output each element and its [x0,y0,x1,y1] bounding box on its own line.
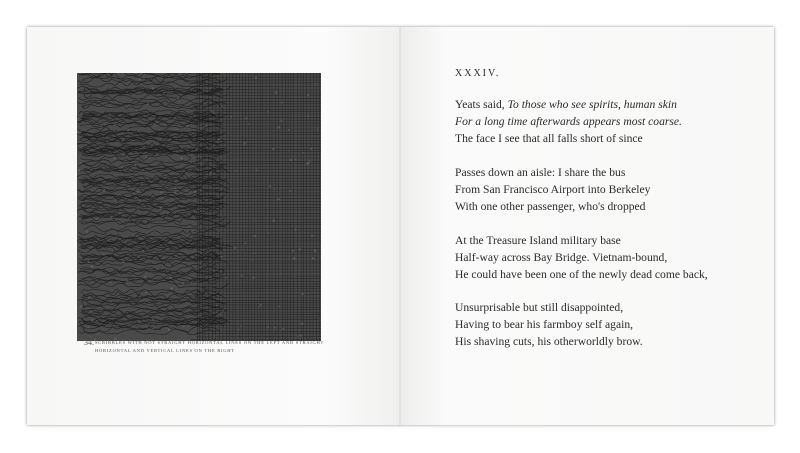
book-gutter [399,27,401,425]
poem-line: At the Treasure Island military base [455,234,621,247]
stanza-2 [455,164,650,215]
poem-line: Half-way across Bay Bridge. Vietnam-bound, [455,251,668,264]
stanza-3 [455,232,708,283]
poem-line: For a long time afterwards appears most coarse. [455,115,682,128]
stanza-1 [455,96,682,147]
stanza-4 [455,299,643,350]
caption-line-1: SCRIBBLES WITH NOT STRAIGHT HORIZONTAL LINES ON THE LEFT AND STRAIGHT [95,340,325,345]
right-page [400,27,774,425]
caption-text [95,339,324,355]
poem-line: He could have been one of the newly dead come back, [455,268,708,281]
scribble-artwork [77,73,321,341]
poem-line: Unsurprisable but still disappointed, [455,301,624,314]
poem-line: Yeats said, To those who see spirits, human skin [455,98,677,111]
caption-line-2: HORIZONTAL AND VERTICAL LINES ON THE RIGHT [95,348,235,353]
caption-number: 34. [84,338,94,347]
poem-line: The face I see that all falls short of since [455,132,643,145]
poem-line: From San Francisco Airport into Berkeley [455,183,651,196]
poem-line: Passes down an aisle: I share the bus [455,166,626,179]
poem-number: XXXIV. [455,68,501,79]
poem-line: His shaving cuts, his otherworldly brow. [455,335,643,348]
poem-line: With one other passenger, who's dropped [455,200,646,213]
poem-line: Having to bear his farmboy self again, [455,318,634,331]
